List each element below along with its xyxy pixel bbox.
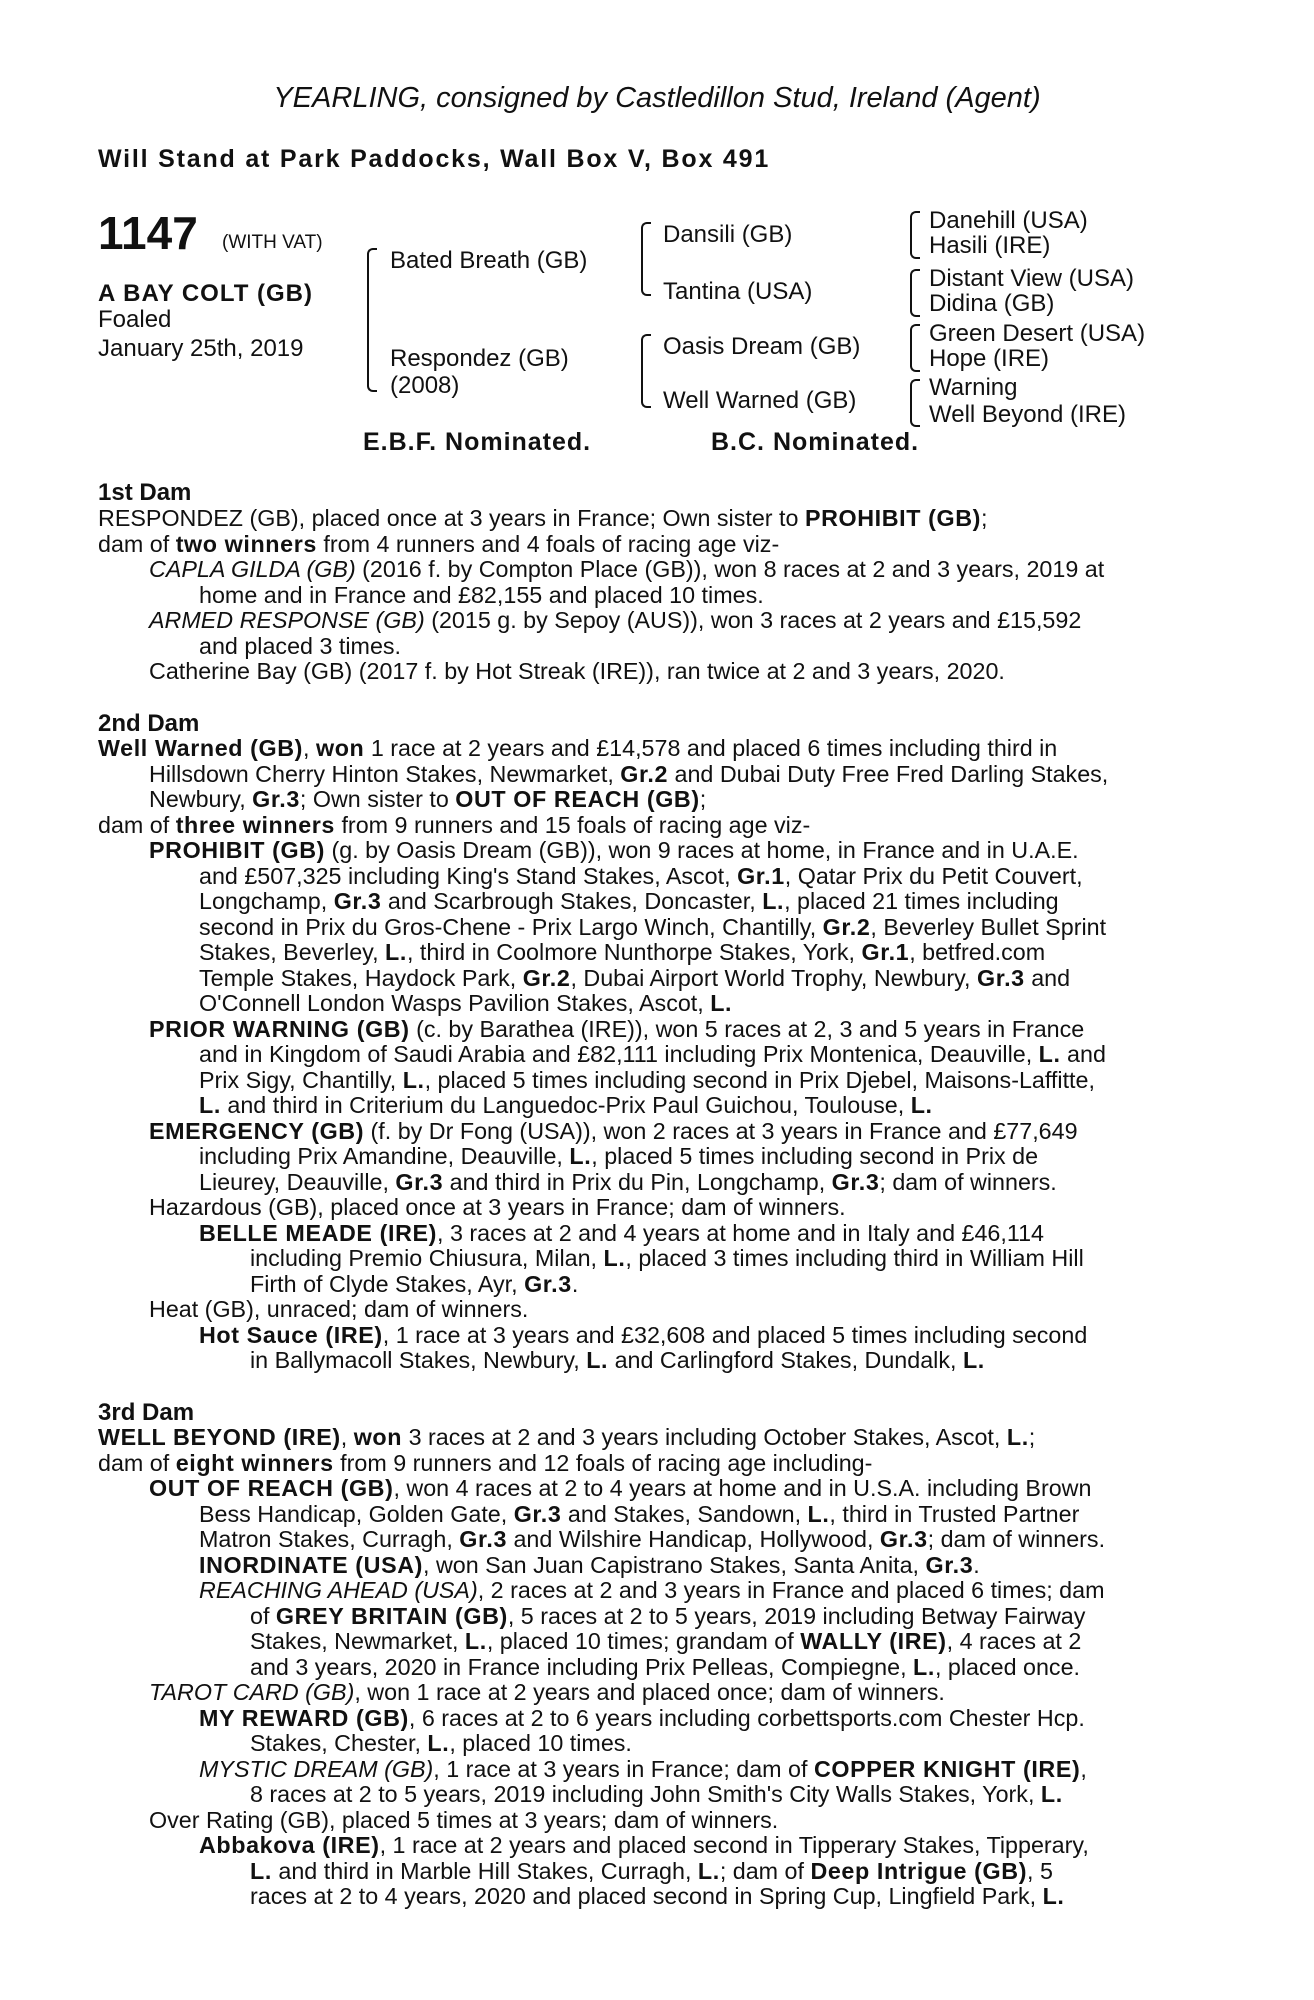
g12-brace <box>910 211 920 259</box>
dam-name: Respondez (GB) <box>390 345 569 372</box>
emergency-entry-2: including Prix Amandine, Deauville, L., placed 5 times including second in Prix de <box>199 1143 1039 1169</box>
sire-dam: Tantina (USA) <box>663 278 813 305</box>
grandsire-1: Danehill (USA) <box>929 207 1088 234</box>
prohibit-entry-2: and £507,325 including King's Stand Stakes, Ascot, Gr.1, Qatar Prix du Petit Couvert, <box>199 862 1083 889</box>
mystic-dream-entry-2: 8 races at 2 to 5 years, 2019 including John Smith's City Walls Stakes, York, L. <box>250 1781 1063 1807</box>
first-dam-foal-1b: home and in France and £82,155 and placed 10 times. <box>199 581 764 608</box>
emergency-entry-3: Lieurey, Deauville, Gr.3 and third in Prix du Pin, Longchamp, Gr.3; dam of winners. <box>199 1168 1057 1195</box>
granddam-6: Hope (IRE) <box>929 345 1050 372</box>
second-dam-text: Well Warned (GB), won 1 race at 2 years and £14,578 and placed 6 times including third in <box>98 735 1058 761</box>
abbakova-entry-3: races at 2 to 4 years, 2020 and placed second in Spring Cup, Lingfield Park, L. <box>250 1883 1065 1909</box>
second-dam-heading: 2nd Dam <box>98 710 200 737</box>
prohibit-entry-5: Stakes, Beverley, L., third in Coolmore Nunthorpe Stakes, York, Gr.1, betfred.com <box>199 939 1046 965</box>
second-dam-text-3: Newbury, Gr.3; Own sister to OUT OF REACH (GB); <box>149 786 707 812</box>
dam-brace <box>641 334 651 408</box>
prohibit-entry-7: O'Connell London Wasps Pavilion Stakes, Ascot, L. <box>199 990 733 1016</box>
sire-name: Bated Breath (GB) <box>390 247 588 274</box>
prior-warning-entry-4: L. and third in Criterium du Languedoc-Prix Paul Guichou, Toulouse, L. <box>199 1092 933 1118</box>
out-of-reach-entry-2: Bess Handicap, Golden Gate, Gr.3 and Stakes, Sandown, L., third in Trusted Partner <box>199 1500 1080 1527</box>
consignor-heading: YEARLING, consigned by Castledillon Stud, Ireland (Agent) <box>273 82 1041 114</box>
over-rating-entry: Over Rating (GB), placed 5 times at 3 years; dam of winners. <box>149 1806 779 1833</box>
belle-meade-entry: BELLE MEADE (IRE), 3 races at 2 and 4 years at home and in Italy and £46,114 <box>199 1219 1044 1246</box>
dam-year: (2008) <box>390 372 460 399</box>
prohibit-entry-3: Longchamp, Gr.3 and Scarbrough Stakes, Doncaster, L., placed 21 times including <box>199 888 1059 914</box>
tarot-card-entry: TAROT CARD (GB), won 1 race at 2 years and placed once; dam of winners. <box>149 1679 945 1705</box>
grandsire-5: Green Desert (USA) <box>929 320 1146 347</box>
granddam-8: Well Beyond (IRE) <box>929 401 1126 428</box>
out-of-reach-entry: OUT OF REACH (GB), won 4 races at 2 to 4 years at home and in U.S.A. including Brown <box>149 1475 1092 1501</box>
dam-dam: Well Warned (GB) <box>663 387 857 414</box>
granddam-2: Hasili (IRE) <box>929 232 1051 259</box>
grandsire-3: Distant View (USA) <box>929 265 1134 292</box>
dam-sire: Oasis Dream (GB) <box>663 333 861 360</box>
first-dam-text: RESPONDEZ (GB), placed once at 3 years in France; Own sister to PROHIBIT (GB); <box>98 505 988 531</box>
pedigree-brace <box>367 248 377 392</box>
my-reward-entry: MY REWARD (GB), 6 races at 2 to 6 years including corbettsports.com Chester Hcp. <box>199 1704 1085 1731</box>
foaled-block <box>98 305 304 363</box>
grandsire-7: Warning <box>929 374 1018 401</box>
third-dam-produce: dam of eight winners from 9 runners and 12 foals of racing age including- <box>98 1449 873 1476</box>
lot-number: 1147 <box>98 207 198 259</box>
g34-brace <box>910 269 920 317</box>
vat-note: (WITH VAT) <box>222 232 323 253</box>
first-dam-foal-2: ARMED RESPONSE (GB) (2015 g. by Sepoy (AUS)), won 3 races at 2 years and £15,592 <box>149 607 1082 633</box>
foaled-label: Foaled <box>98 306 172 333</box>
prior-warning-entry-3: Prix Sigy, Chantilly, L., placed 5 times including second in Prix Djebel, Maisons-Laffitte, <box>199 1066 1095 1093</box>
reaching-ahead-entry-4: and 3 years, 2020 in France including Prix Pelleas, Compiegne, L., placed once. <box>250 1653 1081 1680</box>
prior-warning-entry-2: and in Kingdom of Saudi Arabia and £82,111 including Prix Montenica, Deauville, L. and <box>199 1041 1106 1067</box>
ebf-nominated: E.B.F. Nominated. <box>363 428 592 456</box>
first-dam-foal-1: CAPLA GILDA (GB) (2016 f. by Compton Place (GB)), won 8 races at 2 and 3 years, 2019 at <box>149 556 1105 582</box>
out-of-reach-entry-3: Matron Stakes, Curragh, Gr.3 and Wilshire Handicap, Hollywood, Gr.3; dam of winners. <box>199 1526 1106 1552</box>
mystic-dream-entry: MYSTIC DREAM (GB), 1 race at 3 years in France; dam of COPPER KNIGHT (IRE), <box>199 1755 1087 1782</box>
sire-sire: Dansili (GB) <box>663 221 793 248</box>
prohibit-entry-6: Temple Stakes, Haydock Park, Gr.2, Dubai Airport World Trophy, Newbury, Gr.3 and <box>199 964 1071 991</box>
g78-brace <box>910 379 920 427</box>
g56-brace <box>910 324 920 372</box>
third-dam-heading: 3rd Dam <box>98 1399 195 1426</box>
reaching-ahead-entry-2: of GREY BRITAIN (GB), 5 races at 2 to 5 years, 2019 including Betway Fairway <box>250 1602 1086 1629</box>
hazardous-entry: Hazardous (GB), placed once at 3 years in France; dam of winners. <box>149 1194 846 1220</box>
first-dam-foal-3: Catherine Bay (GB) (2017 f. by Hot Streak (IRE)), ran twice at 2 and 3 years, 2020. <box>149 658 1005 684</box>
first-dam-produce: dam of two winners from 4 runners and 4 foals of racing age viz- <box>98 530 780 557</box>
stand-location: Will Stand at Park Paddocks, Wall Box V, Box 491 <box>98 145 771 173</box>
reaching-ahead-entry-3: Stakes, Newmarket, L., placed 10 times; grandam of WALLY (IRE), 4 races at 2 <box>250 1628 1082 1654</box>
prohibit-entry: PROHIBIT (GB) (g. by Oasis Dream (GB)), won 9 races at home, in France and in U.A.E. <box>149 837 1079 863</box>
belle-meade-entry-2: including Premio Chiusura, Milan, L., placed 3 times including third in William Hill <box>250 1245 1084 1271</box>
third-dam-text: WELL BEYOND (IRE), won 3 races at 2 and 3 years including October Stakes, Ascot, L.; <box>98 1424 1036 1450</box>
sire-brace <box>641 222 651 296</box>
prohibit-entry-4: second in Prix du Gros-Chene - Prix Largo Winch, Chantilly, Gr.2, Beverley Bullet Sprint <box>199 913 1107 940</box>
hot-sauce-entry: Hot Sauce (IRE), 1 race at 3 years and £32,608 and placed 5 times including second <box>199 1321 1088 1348</box>
abbakova-entry: Abbakova (IRE), 1 race at 2 years and placed second in Tipperary Stakes, Tipperary, <box>199 1832 1089 1858</box>
heat-entry: Heat (GB), unraced; dam of winners. <box>149 1296 529 1322</box>
foaled-date: January 25th, 2019 <box>98 335 304 362</box>
first-dam-heading: 1st Dam <box>98 479 192 506</box>
first-dam-foal-2b: and placed 3 times. <box>199 632 402 659</box>
abbakova-entry-2: L. and third in Marble Hill Stakes, Curragh, L.; dam of Deep Intrigue (GB), 5 <box>250 1857 1053 1884</box>
belle-meade-entry-3: Firth of Clyde Stakes, Ayr, Gr.3. <box>250 1270 579 1297</box>
prior-warning-entry: PRIOR WARNING (GB) (c. by Barathea (IRE)), won 5 races at 2, 3 and 5 years in France <box>149 1015 1085 1042</box>
lot-description: A BAY COLT (GB) <box>98 280 314 307</box>
second-dam-produce: dam of three winners from 9 runners and 15 foals of racing age viz- <box>98 811 811 838</box>
reaching-ahead-entry: REACHING AHEAD (USA), 2 races at 2 and 3 years in France and placed 6 times; dam <box>199 1577 1105 1603</box>
granddam-4: Didina (GB) <box>929 290 1055 317</box>
second-dam-text-2: Hillsdown Cherry Hinton Stakes, Newmarket, Gr.2 and Dubai Duty Free Fred Darling Stakes, <box>149 760 1109 787</box>
emergency-entry: EMERGENCY (GB) (f. by Dr Fong (USA)), won 2 races at 3 years in France and £77,649 <box>149 1117 1078 1144</box>
inordinate-entry: INORDINATE (USA), won San Juan Capistrano Stakes, Santa Anita, Gr.3. <box>199 1551 980 1578</box>
my-reward-entry-2: Stakes, Chester, L., placed 10 times. <box>250 1730 632 1756</box>
bc-nominated: B.C. Nominated. <box>711 428 920 456</box>
hot-sauce-entry-2: in Ballymacoll Stakes, Newbury, L. and Carlingford Stakes, Dundalk, L. <box>250 1347 985 1373</box>
